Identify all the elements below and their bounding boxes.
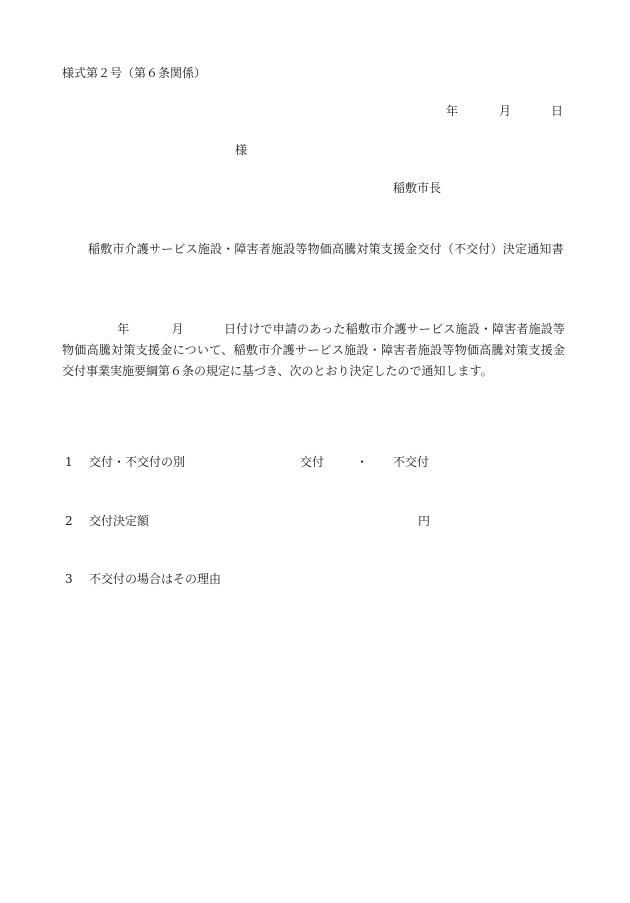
option-issue: 交付 xyxy=(300,455,325,469)
issuer-name: 稲敷市長 xyxy=(393,181,442,195)
date-year-label: 年 xyxy=(446,104,459,118)
body-year-label: 年 xyxy=(117,322,130,336)
document-title: 稲敷市介護サービス施設・障害者施設等物価高騰対策支援金交付（不交付）決定通知書 xyxy=(88,242,564,256)
option-separator: ・ xyxy=(356,455,369,469)
recipient-honorific: 様 xyxy=(235,143,248,157)
item-number: 2 xyxy=(65,514,73,528)
form-number: 様式第２号（第６条関係） xyxy=(62,66,207,80)
item-amount xyxy=(65,514,149,528)
date-day-label: 日 xyxy=(551,104,564,118)
amount-unit: 円 xyxy=(418,514,431,528)
item-label: 不交付の場合はその理由 xyxy=(89,572,222,586)
item-number: 1 xyxy=(65,455,73,469)
item-number: 3 xyxy=(65,572,73,586)
item-reason xyxy=(65,572,221,586)
body-month-label: 月 xyxy=(171,322,184,336)
body-paragraph xyxy=(62,319,565,382)
item-label: 交付・不交付の別 xyxy=(89,455,186,469)
option-no-issue: 不交付 xyxy=(393,455,430,469)
item-label: 交付決定額 xyxy=(89,514,150,528)
item-issue-type xyxy=(65,455,185,469)
date-month-label: 月 xyxy=(499,104,512,118)
body-text: 日付けで申請のあった稲敷市介護サービス施設・障害者施設等物価高騰対策支援金について、稲敷市介護サービス施設・障害者施設等物価高騰対策支援金交付事業実施要綱第６条の規定に基づき、次のとおり決定したので通知します。 xyxy=(62,322,565,378)
